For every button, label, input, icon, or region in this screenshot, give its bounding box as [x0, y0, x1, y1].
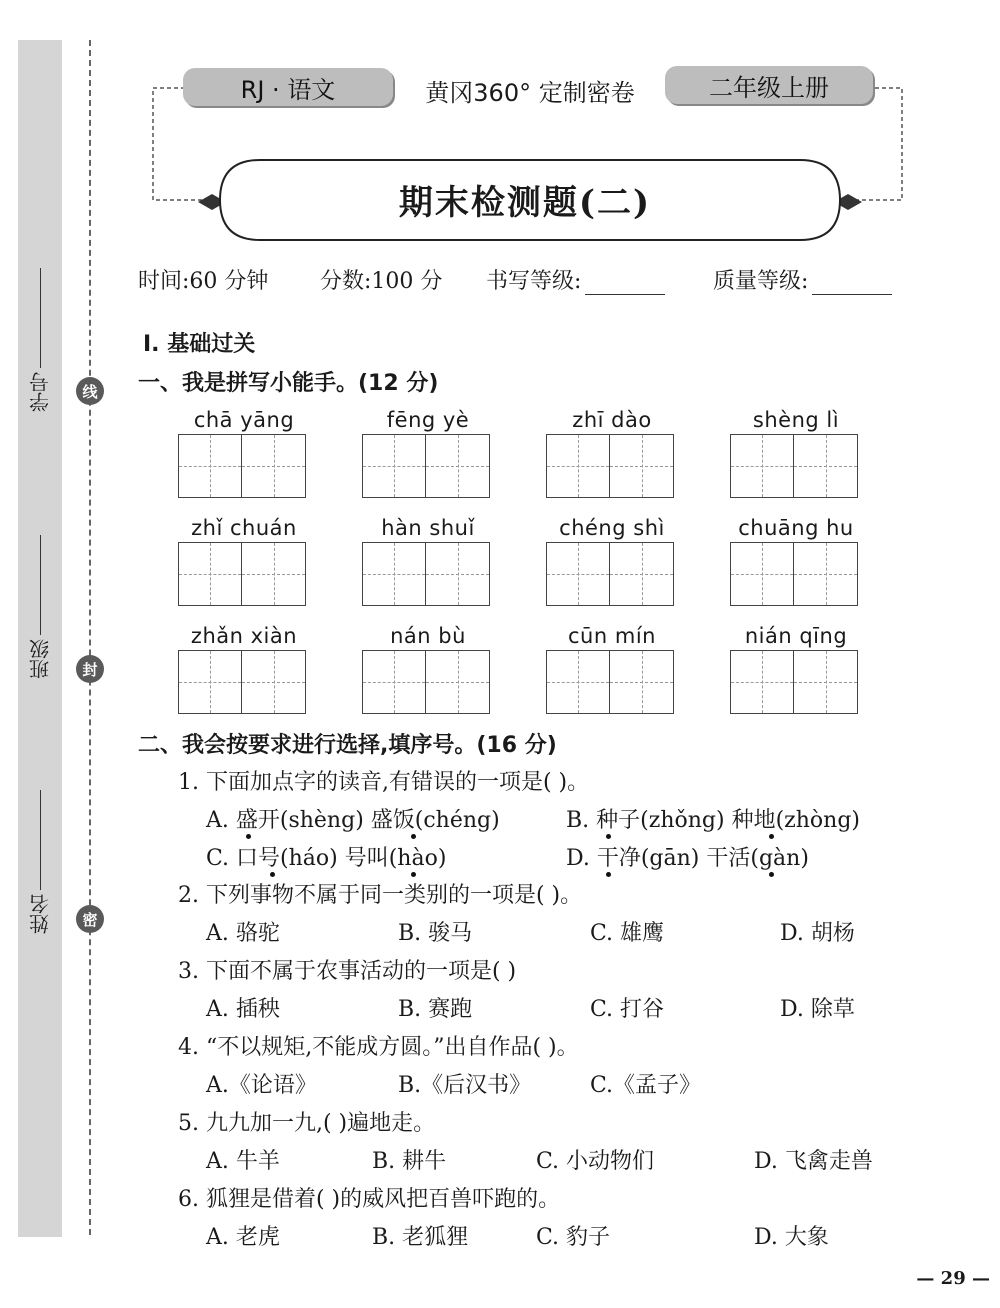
- question-stem: 5. 九九加一九,( )遍地走。: [178, 1111, 436, 1136]
- pinyin-text: cūn mín: [568, 624, 656, 648]
- pinyin-text: zhǐ chuán: [191, 516, 297, 540]
- question-stem: 4. “不以规矩,不能成方圆。”出自作品( )。: [178, 1035, 579, 1060]
- class-label: 班级: [28, 639, 53, 679]
- writing-grade-blank[interactable]: [585, 274, 665, 295]
- option-b[interactable]: B. 耕牛: [372, 1149, 447, 1174]
- pinyin-text: fēng yè: [386, 408, 470, 432]
- quality-grade-blank[interactable]: [812, 274, 892, 295]
- pinyin-item: [730, 622, 862, 714]
- pinyin-item: [362, 406, 494, 498]
- option-c[interactable]: C. 豹子: [536, 1225, 611, 1250]
- writing-box[interactable]: [362, 650, 426, 714]
- part-heading: Ⅰ. 基础过关: [143, 332, 256, 357]
- student-id-blank[interactable]: [39, 268, 41, 368]
- writing-box[interactable]: [730, 434, 794, 498]
- option-c[interactable]: C. 雄鹰: [590, 921, 665, 946]
- option-a[interactable]: A. 骆驼: [206, 921, 280, 946]
- writing-box[interactable]: [794, 542, 858, 606]
- option-b[interactable]: B. 种子(zhǒng) 种地(zhòng): [566, 808, 860, 833]
- option-a[interactable]: A.《论语》: [206, 1073, 317, 1098]
- brand-title: 黄冈360° 定制密卷: [425, 78, 635, 107]
- writing-box[interactable]: [610, 542, 674, 606]
- seal-line-badge: 线: [76, 377, 104, 405]
- question-1-heading: 一、我是拼写小能手。(12 分): [138, 371, 439, 396]
- pinyin-text: chuāng hu: [738, 516, 854, 540]
- question-stem: 1. 下面加点字的读音,有错误的一项是( )。: [178, 770, 590, 795]
- option-b[interactable]: B. 老狐狸: [372, 1225, 469, 1250]
- writing-box[interactable]: [794, 434, 858, 498]
- option-d[interactable]: D. 除草: [780, 997, 855, 1022]
- option-a[interactable]: A. 盛开(shèng) 盛饭(chéng): [206, 808, 500, 833]
- student-id-label: 学号: [28, 372, 53, 412]
- grade-pill: 二年级上册: [665, 66, 873, 104]
- writing-box[interactable]: [426, 542, 490, 606]
- writing-grade: [486, 264, 665, 295]
- emphasis-dot: [246, 834, 251, 839]
- pinyin-item: [546, 406, 678, 498]
- option-c[interactable]: C. 打谷: [590, 997, 665, 1022]
- score-info: 分数:100 分: [320, 269, 443, 294]
- emphasis-dot: [411, 872, 416, 877]
- pinyin-item: [362, 514, 494, 606]
- writing-box[interactable]: [242, 434, 306, 498]
- writing-box[interactable]: [610, 434, 674, 498]
- option-c[interactable]: C. 小动物们: [536, 1149, 655, 1174]
- writing-grade-label: 书写等级:: [486, 269, 582, 294]
- writing-box[interactable]: [610, 650, 674, 714]
- emphasis-dot: [606, 834, 611, 839]
- question-stem: 6. 狐狸是借着( )的威风把百兽吓跑的。: [178, 1187, 561, 1212]
- pinyin-item: [546, 622, 678, 714]
- pinyin-item: [178, 406, 310, 498]
- writing-box[interactable]: [546, 434, 610, 498]
- writing-box[interactable]: [426, 434, 490, 498]
- writing-box[interactable]: [242, 542, 306, 606]
- seal-seal-badge: 封: [76, 655, 104, 683]
- pinyin-item: [546, 514, 678, 606]
- emphasis-dot: [769, 834, 774, 839]
- option-d[interactable]: D. 飞禽走兽: [754, 1149, 873, 1174]
- name-blank[interactable]: [39, 790, 41, 890]
- pinyin-item: [178, 622, 310, 714]
- question-stem: 3. 下面不属于农事活动的一项是( ): [178, 959, 517, 984]
- writing-box[interactable]: [178, 434, 242, 498]
- pinyin-text: zhī dào: [572, 408, 652, 432]
- pinyin-text: shèng lì: [752, 408, 840, 432]
- pinyin-item: [730, 514, 862, 606]
- class-blank[interactable]: [39, 535, 41, 635]
- emphasis-dot: [606, 872, 611, 877]
- question-2-heading: 二、我会按要求进行选择,填序号。(16 分): [138, 733, 557, 758]
- writing-box[interactable]: [730, 650, 794, 714]
- quality-grade: [713, 264, 892, 295]
- seal-secret-badge: 密: [76, 905, 104, 933]
- writing-box[interactable]: [242, 650, 306, 714]
- writing-box[interactable]: [362, 434, 426, 498]
- page-number: — 29 —: [916, 1268, 990, 1289]
- question-stem: 2. 下列事物不属于同一类别的一项是( )。: [178, 883, 583, 908]
- page-title: 期末检测题(二): [398, 182, 652, 223]
- time-info: 时间:60 分钟: [138, 269, 269, 294]
- student-id-field[interactable]: [20, 268, 60, 412]
- option-c[interactable]: C.《孟子》: [590, 1073, 702, 1098]
- binding-cut-line: [89, 40, 91, 1235]
- writing-box[interactable]: [546, 650, 610, 714]
- option-b[interactable]: B.《后汉书》: [398, 1073, 532, 1098]
- quality-grade-label: 质量等级:: [713, 269, 809, 294]
- emphasis-dot: [769, 872, 774, 877]
- emphasis-dot: [270, 872, 275, 877]
- writing-box[interactable]: [426, 650, 490, 714]
- pinyin-text: chéng shì: [559, 516, 665, 540]
- option-a[interactable]: A. 插秧: [206, 997, 280, 1022]
- writing-box[interactable]: [794, 650, 858, 714]
- option-b[interactable]: B. 赛跑: [398, 997, 473, 1022]
- emphasis-dot: [411, 834, 416, 839]
- option-d[interactable]: D. 干净(gān) 干活(gàn): [566, 846, 809, 871]
- option-d[interactable]: D. 大象: [754, 1225, 829, 1250]
- pinyin-item: [730, 406, 862, 498]
- name-field[interactable]: [20, 790, 60, 934]
- pinyin-text: zhǎn xiàn: [190, 624, 298, 648]
- subject-pill: RJ · 语文: [183, 68, 393, 106]
- writing-box[interactable]: [730, 542, 794, 606]
- writing-box[interactable]: [178, 542, 242, 606]
- pinyin-text: hàn shuǐ: [381, 516, 475, 540]
- class-field[interactable]: [20, 535, 60, 679]
- name-label: 姓名: [28, 894, 53, 934]
- option-a[interactable]: A. 老虎: [206, 1225, 280, 1250]
- option-c[interactable]: C. 口号(háo) 号叫(hào): [206, 846, 447, 871]
- option-a[interactable]: A. 牛羊: [206, 1149, 280, 1174]
- writing-box[interactable]: [178, 650, 242, 714]
- writing-box[interactable]: [362, 542, 426, 606]
- pinyin-text: nián qīng: [744, 624, 848, 648]
- pinyin-item: [178, 514, 310, 606]
- option-b[interactable]: B. 骏马: [398, 921, 473, 946]
- pinyin-item: [362, 622, 494, 714]
- pinyin-text: chā yāng: [193, 408, 295, 432]
- writing-box[interactable]: [546, 542, 610, 606]
- option-d[interactable]: D. 胡杨: [780, 921, 855, 946]
- pinyin-text: nán bù: [390, 624, 466, 648]
